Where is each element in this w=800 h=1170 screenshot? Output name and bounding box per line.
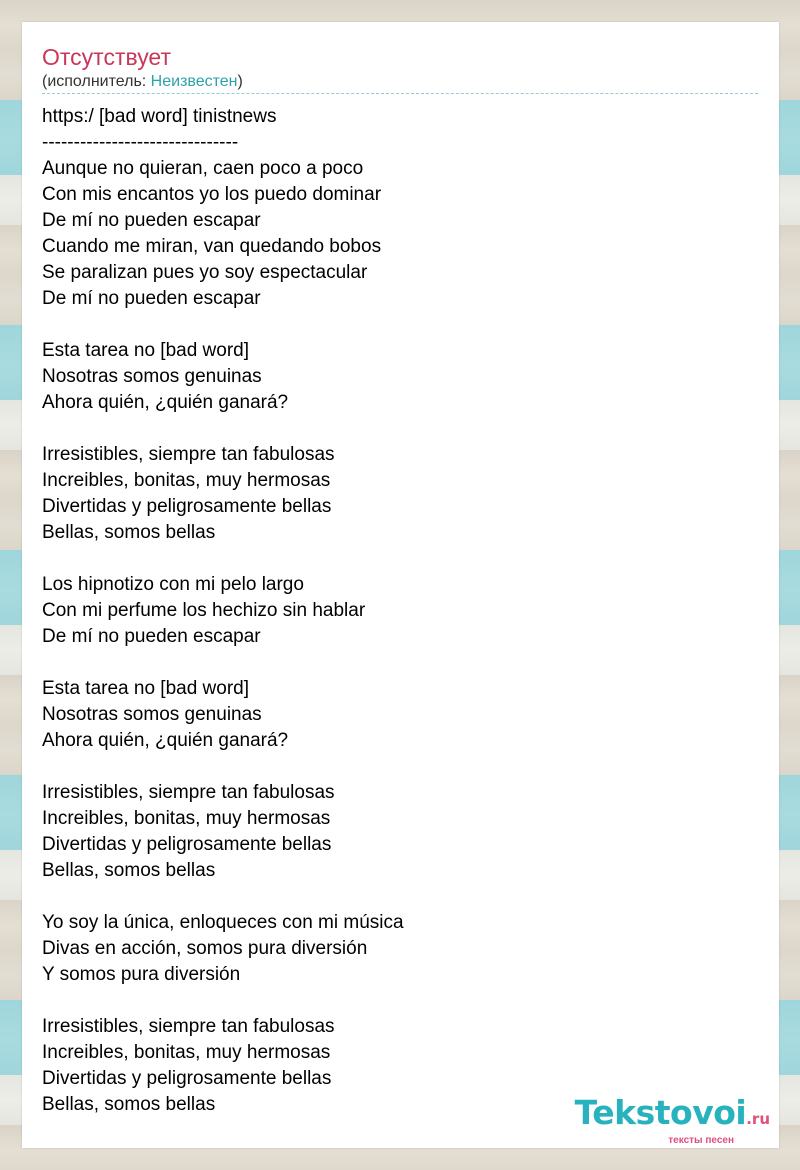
lyrics-body [42, 104, 742, 1118]
logo-tld: .ru [746, 1110, 770, 1128]
lyrics-line: Bellas, somos bellas [42, 1094, 216, 1115]
lyrics-line: Irresistibles, siempre tan fabulosas [42, 782, 335, 803]
lyrics-line: Con mis encantos yo los puedo dominar [42, 184, 382, 205]
lyrics-line: Bellas, somos bellas [42, 522, 216, 543]
lyrics-line: De mí no pueden escapar [42, 626, 261, 647]
lyrics-line: De mí no pueden escapar [42, 288, 261, 309]
artist-link[interactable]: Неизвестен [150, 73, 238, 90]
lyrics-line: ------------------------------- [42, 132, 239, 153]
artist-prefix: (исполнитель: [42, 73, 151, 90]
lyrics-line: Divertidas y peligrosamente bellas [42, 834, 332, 855]
lyrics-line: Increibles, bonitas, muy hermosas [42, 808, 331, 829]
lyrics-line: Esta tarea no [bad word] [42, 678, 250, 699]
logo-name: Tekstovoi [574, 1093, 747, 1132]
lyrics-blank-line [42, 884, 742, 910]
lyrics-line: De mí no pueden escapar [42, 210, 261, 231]
lyrics-line: Aunque no quieran, caen poco a poco [42, 158, 364, 179]
lyrics-line: https:/ [bad word] tinistnews [42, 106, 277, 127]
lyrics-line: Los hipnotizo con mi pelo largo [42, 574, 304, 595]
artist-line [42, 72, 243, 92]
lyrics-blank-line [42, 988, 742, 1014]
lyrics-blank-line [42, 650, 742, 676]
lyrics-blank-line [42, 312, 742, 338]
lyrics-line: Divertidas y peligrosamente bellas [42, 1068, 332, 1089]
lyrics-line: Divas en acción, somos pura diversión [42, 938, 368, 959]
lyrics-card [22, 22, 779, 1148]
site-logo[interactable] [574, 1093, 770, 1146]
lyrics-blank-line [42, 546, 742, 572]
lyrics-line: Divertidas y peligrosamente bellas [42, 496, 332, 517]
lyrics-line: Cuando me miran, van quedando bobos [42, 236, 382, 257]
lyrics-line: Increibles, bonitas, muy hermosas [42, 470, 331, 491]
song-title: Отсутствует [42, 44, 171, 70]
lyrics-line: Irresistibles, siempre tan fabulosas [42, 1016, 335, 1037]
lyrics-line: Esta tarea no [bad word] [42, 340, 250, 361]
lyrics-blank-line [42, 416, 742, 442]
lyrics-line: Se paralizan pues yo soy espectacular [42, 262, 368, 283]
lyrics-line: Nosotras somos genuinas [42, 704, 262, 725]
lyrics-blank-line [42, 754, 742, 780]
logo-wordmark [574, 1093, 770, 1136]
artist-suffix: ) [237, 73, 243, 90]
lyrics-line: Yo soy la única, enloqueces con mi música [42, 912, 404, 933]
lyrics-line: Y somos pura diversión [42, 964, 241, 985]
lyrics-line: Ahora quién, ¿quién ganará? [42, 392, 289, 413]
lyrics-line: Con mi perfume los hechizo sin hablar [42, 600, 366, 621]
logo-tagline: тексты песен [668, 1135, 734, 1146]
title-divider [42, 93, 758, 94]
lyrics-line: Irresistibles, siempre tan fabulosas [42, 444, 335, 465]
lyrics-line: Bellas, somos bellas [42, 860, 216, 881]
lyrics-line: Increibles, bonitas, muy hermosas [42, 1042, 331, 1063]
lyrics-line: Nosotras somos genuinas [42, 366, 262, 387]
lyrics-line: Ahora quién, ¿quién ganará? [42, 730, 289, 751]
